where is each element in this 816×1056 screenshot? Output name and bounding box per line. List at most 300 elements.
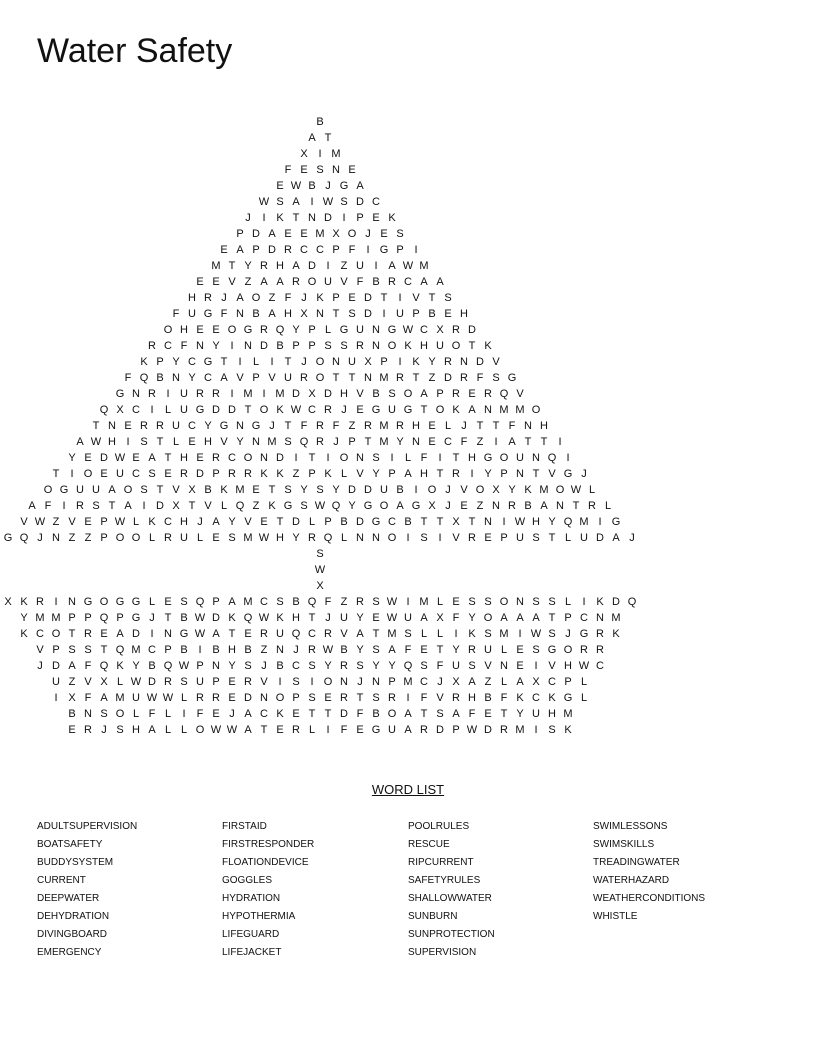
grid-letter: R xyxy=(308,532,316,544)
grid-letter: T xyxy=(164,452,172,464)
grid-letter: E xyxy=(220,244,228,256)
grid-letter: A xyxy=(500,612,508,624)
grid-letter: H xyxy=(340,388,348,400)
grid-letter: K xyxy=(276,212,284,224)
grid-letter: G xyxy=(403,404,413,416)
grid-letter: I xyxy=(70,468,74,480)
grid-letter: H xyxy=(460,308,468,320)
grid-letter: M xyxy=(539,484,549,496)
grid-letter: G xyxy=(115,388,125,400)
grid-letter: X xyxy=(68,692,76,704)
grid-letter: F xyxy=(420,452,428,464)
grid-letter: T xyxy=(268,484,276,496)
grid-letter: R xyxy=(324,628,332,640)
grid-letter: G xyxy=(371,404,381,416)
grid-letter: W xyxy=(530,628,542,640)
grid-letter: J xyxy=(437,676,443,688)
grid-letter: S xyxy=(68,644,76,656)
grid-letter: S xyxy=(372,692,380,704)
grid-letter: I xyxy=(582,596,586,608)
grid-letter: F xyxy=(332,420,340,432)
grid-letter: A xyxy=(260,276,268,288)
grid-letter: A xyxy=(292,260,300,272)
grid-letter: A xyxy=(276,276,284,288)
grid-letter: D xyxy=(444,372,452,384)
grid-letter: N xyxy=(236,308,244,320)
grid-letter: R xyxy=(356,340,364,352)
grid-letter: P xyxy=(116,612,124,624)
grid-letter: Q xyxy=(19,532,29,544)
grid-letter: A xyxy=(356,628,364,640)
grid-letter: F xyxy=(356,276,364,288)
grid-letter: L xyxy=(404,452,412,464)
grid-letter: T xyxy=(244,404,252,416)
grid-letter: T xyxy=(332,308,340,320)
grid-letter: V xyxy=(36,644,44,656)
word-list-item: ADULTSUPERVISION xyxy=(37,821,138,832)
grid-letter: O xyxy=(387,340,397,352)
grid-letter: O xyxy=(115,708,125,720)
grid-letter: I xyxy=(54,692,58,704)
grid-letter: Q xyxy=(139,372,149,384)
grid-letter: R xyxy=(76,500,84,512)
grid-letter: R xyxy=(452,468,460,480)
grid-letter: C xyxy=(228,452,236,464)
grid-letter: T xyxy=(524,436,532,448)
grid-letter: B xyxy=(340,644,348,656)
grid-letter: S xyxy=(404,628,412,640)
grid-letter: I xyxy=(398,356,402,368)
grid-letter: E xyxy=(212,708,220,720)
grid-letter: G xyxy=(379,244,389,256)
grid-letter: R xyxy=(356,596,364,608)
grid-letter: K xyxy=(468,628,476,640)
grid-letter: V xyxy=(356,468,364,480)
grid-letter: G xyxy=(563,692,573,704)
grid-letter: U xyxy=(404,612,412,624)
grid-letter: F xyxy=(500,692,508,704)
grid-letter: A xyxy=(236,292,244,304)
grid-letter: S xyxy=(436,708,444,720)
grid-letter: E xyxy=(324,692,332,704)
grid-letter: T xyxy=(548,612,556,624)
grid-letter: A xyxy=(116,628,124,640)
grid-letter: X xyxy=(300,148,308,160)
grid-letter: J xyxy=(221,292,227,304)
grid-letter: I xyxy=(566,452,570,464)
grid-letter: M xyxy=(419,596,429,608)
grid-letter: P xyxy=(164,644,172,656)
grid-letter: N xyxy=(52,532,60,544)
grid-letter: F xyxy=(356,708,364,720)
grid-letter: Y xyxy=(236,436,244,448)
grid-letter: J xyxy=(301,356,307,368)
grid-letter: E xyxy=(444,308,452,320)
grid-letter: I xyxy=(558,436,562,448)
grid-letter: K xyxy=(228,612,236,624)
grid-letter: X xyxy=(428,500,436,512)
grid-letter: C xyxy=(532,692,540,704)
grid-letter: N xyxy=(412,436,420,448)
grid-letter: S xyxy=(356,660,364,672)
grid-letter: W xyxy=(130,676,142,688)
grid-letter: Q xyxy=(299,436,309,448)
grid-letter: A xyxy=(28,500,36,512)
grid-letter: A xyxy=(356,180,364,192)
grid-letter: I xyxy=(470,468,474,480)
grid-letter: J xyxy=(269,420,275,432)
grid-letter: I xyxy=(374,260,378,272)
grid-letter: R xyxy=(164,676,172,688)
grid-letter: Y xyxy=(228,660,236,672)
grid-letter: Y xyxy=(324,660,332,672)
grid-letter: A xyxy=(212,516,220,528)
grid-letter: Y xyxy=(356,644,364,656)
grid-letter: L xyxy=(580,692,588,704)
word-list-item: WHISTLE xyxy=(593,911,638,922)
grid-letter: L xyxy=(180,724,188,736)
grid-letter: X xyxy=(452,676,460,688)
grid-letter: M xyxy=(331,148,341,160)
grid-letter: Z xyxy=(244,276,252,288)
grid-letter: B xyxy=(404,516,412,528)
grid-letter: H xyxy=(548,708,556,720)
grid-letter: N xyxy=(340,676,348,688)
grid-letter: Y xyxy=(332,484,340,496)
grid-letter: S xyxy=(92,500,100,512)
grid-letter: E xyxy=(284,228,292,240)
word-list-item: RESCUE xyxy=(408,839,450,850)
grid-letter: G xyxy=(339,180,349,192)
grid-letter: S xyxy=(316,164,324,176)
grid-letter: R xyxy=(396,372,404,384)
grid-letter: P xyxy=(196,660,204,672)
grid-letter: B xyxy=(484,692,492,704)
grid-letter: F xyxy=(340,724,348,736)
grid-letter: X xyxy=(452,516,460,528)
grid-letter: I xyxy=(502,516,506,528)
grid-letter: L xyxy=(324,324,332,336)
grid-letter: W xyxy=(210,724,222,736)
grid-letter: E xyxy=(276,180,284,192)
grid-letter: S xyxy=(420,532,428,544)
grid-letter: K xyxy=(388,212,396,224)
grid-letter: J xyxy=(101,724,107,736)
grid-letter: T xyxy=(68,628,76,640)
grid-letter: K xyxy=(404,340,412,352)
grid-letter: P xyxy=(564,612,572,624)
grid-letter: T xyxy=(228,628,236,640)
grid-letter: A xyxy=(404,708,412,720)
word-list-item: WEATHERCONDITIONS xyxy=(593,893,706,904)
grid-letter: E xyxy=(468,388,476,400)
grid-letter: T xyxy=(188,500,196,512)
grid-letter: D xyxy=(612,596,620,608)
grid-letter: Q xyxy=(323,532,333,544)
grid-letter: S xyxy=(340,340,348,352)
grid-letter: N xyxy=(196,340,204,352)
grid-letter: M xyxy=(35,612,45,624)
grid-letter: E xyxy=(212,532,220,544)
grid-letter: A xyxy=(404,724,412,736)
grid-letter: Y xyxy=(292,532,300,544)
grid-letter: H xyxy=(540,420,548,432)
grid-letter: O xyxy=(195,724,205,736)
grid-letter: J xyxy=(445,500,451,512)
grid-letter: W xyxy=(258,612,270,624)
grid-letter: K xyxy=(140,356,148,368)
word-list-item: FIRSTRESPONDER xyxy=(222,839,315,850)
grid-letter: D xyxy=(292,516,300,528)
grid-letter: G xyxy=(483,452,493,464)
grid-letter: S xyxy=(316,484,324,496)
grid-letter: K xyxy=(564,724,572,736)
grid-letter: O xyxy=(315,356,325,368)
grid-letter: H xyxy=(204,436,212,448)
grid-letter: W xyxy=(258,196,270,208)
grid-letter: D xyxy=(228,404,236,416)
grid-letter: L xyxy=(444,420,452,432)
grid-letter: W xyxy=(114,452,126,464)
grid-letter: T xyxy=(436,468,444,480)
grid-letter: I xyxy=(518,628,522,640)
grid-letter: Z xyxy=(260,644,268,656)
grid-letter: W xyxy=(34,516,46,528)
grid-letter: D xyxy=(244,692,252,704)
grid-letter: E xyxy=(356,724,364,736)
grid-letter: Q xyxy=(275,324,285,336)
grid-letter: V xyxy=(68,516,76,528)
grid-letter: C xyxy=(316,244,324,256)
grid-letter: R xyxy=(292,724,300,736)
grid-letter: S xyxy=(140,436,148,448)
grid-letter: I xyxy=(326,724,330,736)
grid-letter: L xyxy=(148,532,156,544)
grid-letter: V xyxy=(460,484,468,496)
grid-letter: O xyxy=(427,484,437,496)
grid-letter: L xyxy=(564,596,572,608)
grid-letter: W xyxy=(386,612,398,624)
grid-letter: A xyxy=(396,500,404,512)
grid-letter: Q xyxy=(331,500,341,512)
grid-letter: H xyxy=(564,660,572,672)
grid-letter: M xyxy=(379,420,389,432)
grid-letter: E xyxy=(372,612,380,624)
grid-letter: A xyxy=(244,708,252,720)
grid-letter: N xyxy=(516,596,524,608)
grid-letter: G xyxy=(507,372,517,384)
grid-letter: Q xyxy=(627,596,637,608)
grid-letter: T xyxy=(284,356,292,368)
grid-letter: K xyxy=(220,484,228,496)
grid-letter: R xyxy=(156,420,164,432)
grid-letter: Z xyxy=(340,596,348,608)
grid-letter: O xyxy=(451,340,461,352)
grid-letter: O xyxy=(131,532,141,544)
word-list-item: CURRENT xyxy=(37,875,86,886)
grid-letter: Y xyxy=(372,660,380,672)
grid-letter: H xyxy=(180,324,188,336)
grid-letter: J xyxy=(333,436,339,448)
grid-letter: T xyxy=(92,420,100,432)
grid-letter: T xyxy=(308,452,316,464)
grid-letter: E xyxy=(212,324,220,336)
grid-letter: T xyxy=(540,436,548,448)
grid-letter: U xyxy=(116,468,124,480)
grid-letter: V xyxy=(356,388,364,400)
grid-letter: N xyxy=(500,660,508,672)
grid-letter: I xyxy=(406,692,410,704)
grid-letter: V xyxy=(228,276,236,288)
grid-letter: A xyxy=(436,276,444,288)
grid-letter: H xyxy=(412,420,420,432)
grid-letter: R xyxy=(324,404,332,416)
grid-letter: E xyxy=(124,420,132,432)
grid-letter: N xyxy=(372,676,380,688)
grid-letter: A xyxy=(388,260,396,272)
grid-letter: Z xyxy=(476,500,484,512)
grid-letter: L xyxy=(436,596,444,608)
grid-letter: T xyxy=(420,404,428,416)
grid-letter: H xyxy=(276,260,284,272)
grid-letter: L xyxy=(164,708,172,720)
grid-letter: I xyxy=(62,500,66,512)
grid-letter: N xyxy=(372,340,380,352)
grid-letter: A xyxy=(268,228,276,240)
grid-letter: V xyxy=(236,372,244,384)
grid-letter: V xyxy=(452,532,460,544)
grid-letter: X xyxy=(172,500,180,512)
grid-letter: L xyxy=(132,708,140,720)
grid-letter: K xyxy=(276,468,284,480)
grid-letter: O xyxy=(339,452,349,464)
grid-letter: C xyxy=(260,708,268,720)
grid-letter: J xyxy=(149,612,155,624)
grid-letter: W xyxy=(466,724,478,736)
grid-letter: S xyxy=(388,388,396,400)
word-list-item: SUNBURN xyxy=(408,911,458,922)
grid-letter: M xyxy=(515,404,525,416)
grid-letter: L xyxy=(196,532,204,544)
grid-letter: U xyxy=(484,644,492,656)
grid-letter: F xyxy=(476,372,484,384)
grid-letter: U xyxy=(92,484,100,496)
grid-letter: X xyxy=(188,484,196,496)
grid-letter: W xyxy=(402,260,414,272)
word-list-item: HYDRATION xyxy=(222,893,281,904)
grid-letter: Y xyxy=(484,468,492,480)
grid-letter: E xyxy=(212,276,220,288)
grid-letter: D xyxy=(196,468,204,480)
grid-letter: P xyxy=(436,388,444,400)
grid-letter: H xyxy=(468,692,476,704)
grid-letter: U xyxy=(396,308,404,320)
grid-letter: Y xyxy=(68,452,76,464)
grid-letter: V xyxy=(340,276,348,288)
grid-letter: A xyxy=(228,596,236,608)
grid-letter: M xyxy=(387,628,397,640)
grid-letter: W xyxy=(514,516,526,528)
grid-letter: R xyxy=(460,372,468,384)
grid-letter: Y xyxy=(292,324,300,336)
grid-letter: D xyxy=(52,660,60,672)
grid-letter: A xyxy=(516,676,524,688)
grid-letter: M xyxy=(579,516,589,528)
grid-letter: D xyxy=(364,292,372,304)
grid-letter: I xyxy=(494,436,498,448)
grid-letter: M xyxy=(131,644,141,656)
grid-letter: L xyxy=(580,676,588,688)
grid-letter: V xyxy=(412,292,420,304)
grid-letter: H xyxy=(532,516,540,528)
grid-letter: R xyxy=(420,724,428,736)
grid-letter: H xyxy=(108,436,116,448)
grid-letter: P xyxy=(308,324,316,336)
grid-letter: C xyxy=(548,676,556,688)
grid-letter: R xyxy=(484,388,492,400)
grid-letter: Y xyxy=(172,356,180,368)
grid-letter: N xyxy=(524,420,532,432)
grid-letter: V xyxy=(260,676,268,688)
grid-letter: M xyxy=(267,436,277,448)
grid-letter: A xyxy=(468,404,476,416)
grid-letter: J xyxy=(229,708,235,720)
grid-letter: H xyxy=(188,292,196,304)
grid-letter: J xyxy=(445,484,451,496)
grid-letter: M xyxy=(315,228,325,240)
grid-letter: R xyxy=(316,420,324,432)
grid-letter: P xyxy=(332,244,340,256)
grid-letter: R xyxy=(196,692,204,704)
grid-letter: I xyxy=(598,516,602,528)
grid-letter: P xyxy=(412,308,420,320)
grid-letter: E xyxy=(380,228,388,240)
grid-letter: V xyxy=(340,628,348,640)
grid-letter: O xyxy=(163,324,173,336)
grid-letter: Z xyxy=(68,676,76,688)
grid-letter: G xyxy=(283,500,293,512)
word-list-column xyxy=(593,818,705,926)
grid-letter: E xyxy=(196,276,204,288)
grid-letter: R xyxy=(212,692,220,704)
grid-letter: R xyxy=(84,628,92,640)
grid-letter: N xyxy=(356,532,364,544)
grid-letter: H xyxy=(276,532,284,544)
grid-letter: F xyxy=(180,340,188,352)
grid-letter: E xyxy=(372,212,380,224)
grid-letter: G xyxy=(387,324,397,336)
grid-letter: I xyxy=(414,484,418,496)
grid-letter: M xyxy=(243,596,253,608)
grid-letter: D xyxy=(476,356,484,368)
grid-letter: H xyxy=(468,452,476,464)
grid-letter: J xyxy=(461,420,467,432)
word-list-item: FLOATIONDEVICE xyxy=(222,857,309,868)
grid-letter: R xyxy=(244,468,252,480)
grid-letter: C xyxy=(308,628,316,640)
word-list-item: SHALLOWWATER xyxy=(408,893,492,904)
grid-letter: B xyxy=(308,180,316,192)
grid-letter: E xyxy=(300,228,308,240)
grid-letter: S xyxy=(276,196,284,208)
grid-letter: P xyxy=(68,612,76,624)
grid-letter: R xyxy=(364,420,372,432)
grid-letter: A xyxy=(292,196,300,208)
grid-letter: U xyxy=(324,276,332,288)
grid-letter: T xyxy=(220,356,228,368)
grid-letter: T xyxy=(228,260,236,272)
grid-letter: G xyxy=(179,628,189,640)
